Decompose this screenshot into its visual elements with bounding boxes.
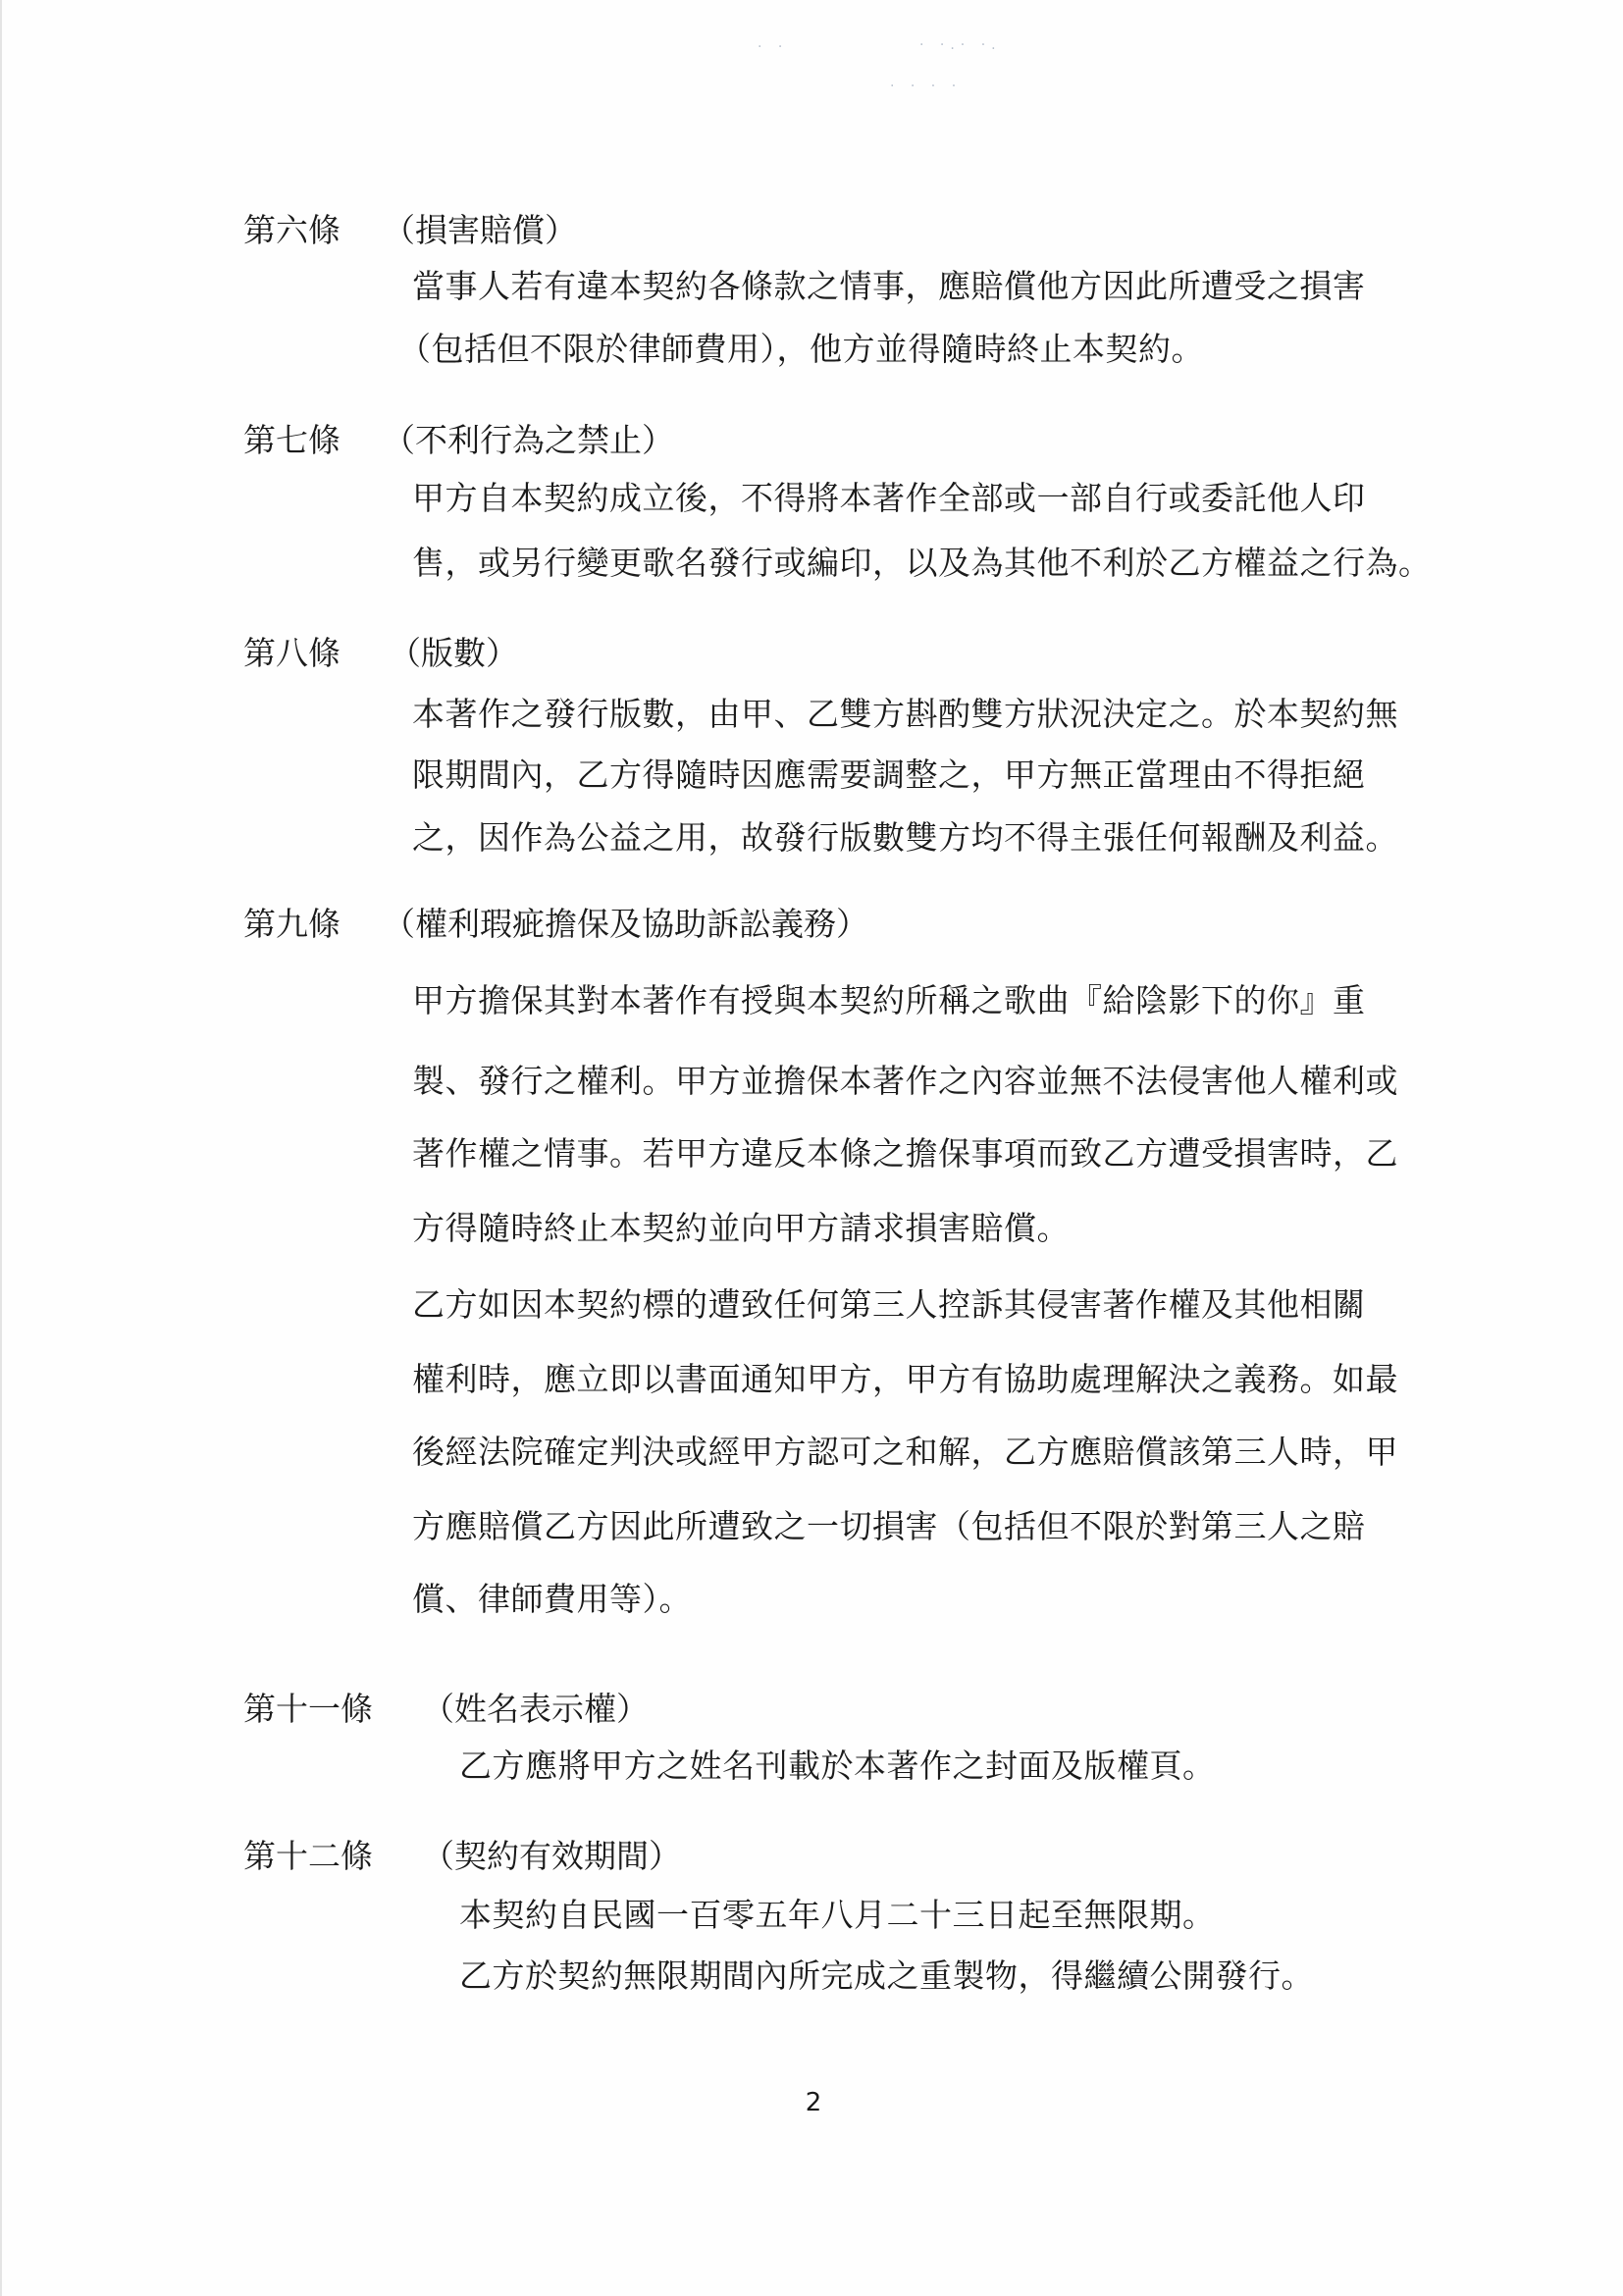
article-text-line: 償、律師費用等）。 (412, 1580, 692, 1618)
article-number: 第七條 (243, 421, 340, 459)
article-text-line: 本契約自民國一百零五年八月二十三日起至無限期。 (459, 1896, 1216, 1934)
article-text-line: （包括但不限於律師費用），他方並得隨時終止本契約。 (398, 330, 1204, 368)
article-title: （契約有效期間） (422, 1837, 681, 1875)
article-text-line: 甲方擔保其對本著作有授與本契約所稱之歌曲『給陰影下的你』重 (412, 981, 1366, 1019)
article-title: （版數） (389, 634, 518, 672)
article-number: 第九條 (243, 905, 340, 943)
article-text-line: 乙方如因本契約標的遭致任何第三人控訴其侵害著作權及其他相關 (412, 1285, 1366, 1324)
article-title: （權利瑕疵擔保及協助訴訟義務） (383, 905, 868, 943)
article-title: （不利行為之禁止） (383, 421, 674, 459)
article-text-line: 甲方自本契約成立後，不得將本著作全部或一部自行或委託他人印 (412, 479, 1366, 517)
article-number: 第十二條 (243, 1837, 373, 1875)
article-number: 第八條 (243, 634, 340, 672)
article-text-line: 本著作之發行版數，由甲、乙雙方斟酌雙方狀況決定之。於本契約無 (412, 695, 1398, 733)
article-text-line: 乙方於契約無限期間內所完成之重製物，得繼續公開發行。 (459, 1957, 1314, 1995)
article-title: （損害賠償） (383, 211, 577, 249)
article-text-line: 後經法院確定判決或經甲方認可之和解，乙方應賠償該第三人時，甲 (412, 1433, 1398, 1471)
article-text-line: 當事人若有違本契約各條款之情事，應賠償他方因此所遭受之損害 (412, 267, 1366, 305)
article-text-line: 方應賠償乙方因此所遭致之一切損害（包括但不限於對第三人之賠 (412, 1507, 1366, 1545)
article-number: 第十一條 (243, 1690, 373, 1728)
article-text-line: 製、發行之權利。甲方並擔保本著作之內容並無不法侵害他人權利或 (412, 1062, 1398, 1100)
article-text-line: 限期間內，乙方得隨時因應需要調整之，甲方無正當理由不得拒絕 (412, 756, 1366, 794)
scan-artifact: · · · · (890, 78, 963, 94)
article-text-line: 著作權之情事。若甲方違反本條之擔保事項而致乙方遭受損害時，乙 (412, 1134, 1398, 1173)
article-number: 第六條 (243, 211, 340, 249)
article-text-line: 方得隨時終止本契約並向甲方請求損害賠償。 (412, 1209, 1070, 1247)
scan-artifact: · · (758, 39, 789, 55)
article-title: （姓名表示權） (422, 1690, 649, 1728)
article-text-line: 乙方應將甲方之姓名刊載於本著作之封面及版權頁。 (459, 1747, 1216, 1785)
page-number: 2 (805, 2088, 822, 2117)
article-text-line: 之，因作為公益之用，故發行版數雙方均不得主張任何報酬及利益。 (412, 818, 1398, 857)
article-text-line: 售，或另行變更歌名發行或編印，以及為其他不利於乙方權益之行為。 (412, 544, 1432, 582)
scan-artifact: · ·.· ·. (919, 37, 1002, 53)
article-text-line: 權利時，應立即以書面通知甲方，甲方有協助處理解決之義務。如最 (412, 1360, 1398, 1398)
